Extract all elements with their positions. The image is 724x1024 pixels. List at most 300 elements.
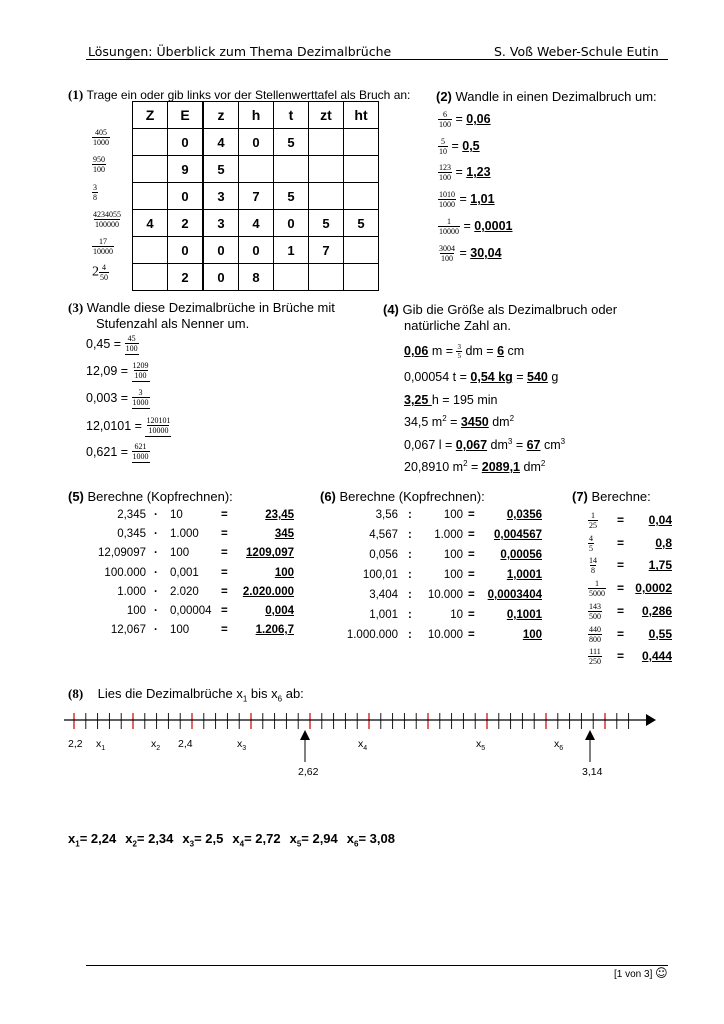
table-cell: 0 — [168, 237, 204, 264]
equals: = — [468, 589, 475, 601]
result: 23,45 — [265, 509, 294, 521]
whole-part: 2 — [92, 264, 99, 280]
header-left: Lösungen: Überblick zum Thema Dezimalbrüche — [88, 44, 392, 59]
value: = 3,08 — [358, 831, 395, 846]
smiley-icon: ☺ — [655, 966, 668, 980]
denominator: 100 — [439, 173, 451, 182]
number-line-ticks — [74, 713, 629, 729]
equals: = — [617, 581, 625, 596]
numerator: 3004 — [439, 244, 455, 253]
operand-a: 100.000 — [104, 566, 146, 579]
task2-item — [438, 163, 491, 182]
operand-a: 4,567 — [369, 529, 398, 541]
result: 0,8 — [655, 535, 672, 550]
table-cell — [309, 129, 344, 156]
operand-a: 1.000 — [117, 585, 146, 598]
numerator: 405 — [95, 128, 107, 137]
result: 0,444 — [641, 649, 672, 664]
result: 0,0356 — [506, 509, 542, 521]
var: x — [289, 831, 297, 846]
denominator: 800 — [589, 634, 601, 644]
answer-x1 — [68, 831, 117, 849]
task3-item — [86, 442, 150, 463]
task2-item — [438, 110, 491, 129]
table-row — [133, 264, 379, 291]
numerator: 14 — [589, 556, 597, 566]
column-header-ht: ht — [344, 102, 379, 129]
table-cell — [344, 237, 379, 264]
operator: · — [154, 605, 158, 617]
result: 0,0003404 — [487, 589, 542, 601]
denominator: 100 — [441, 254, 453, 263]
value: = 2,34 — [136, 831, 174, 846]
table-cell: 1 — [274, 237, 309, 264]
column-header-t: t — [274, 102, 309, 129]
task2-item — [438, 244, 502, 263]
equals: = — [617, 513, 625, 527]
nl-label-3-14: 3,14 — [582, 766, 603, 778]
task3-heading: (3) Wandle diese Dezimalbrüche in Brüche mit — [68, 300, 335, 315]
footer-page: [1 von 3] ☺ — [614, 966, 668, 980]
fraction — [588, 534, 594, 553]
operator: : — [408, 589, 412, 601]
lhs: 0,621 = — [86, 444, 132, 459]
fraction — [438, 244, 456, 263]
result: 1209,097 — [246, 547, 294, 560]
task7-heading: (7) Berechne: — [572, 489, 651, 504]
task3-item — [86, 416, 171, 437]
result: 1,23 — [466, 164, 491, 179]
table-cell: 7 — [309, 237, 344, 264]
nl-label-x2: $x_2$ — [151, 738, 161, 753]
numerator: 1010 — [439, 190, 455, 199]
value: = 2,5 — [194, 831, 224, 846]
row-fraction-label — [92, 263, 109, 282]
equals: = — [617, 649, 625, 664]
var: x — [125, 831, 133, 846]
equals: = — [468, 609, 475, 621]
denominator: 8 — [591, 566, 595, 576]
row-fraction-label — [92, 128, 110, 147]
table-cell — [133, 237, 168, 264]
operand-b: 2.020 — [170, 585, 199, 598]
table-cell — [274, 264, 309, 291]
denominator: 250 — [589, 657, 601, 667]
result: 30,04 — [470, 245, 502, 260]
table-cell — [309, 156, 344, 183]
header-right: S. Voß Weber-Schule Eutin — [494, 44, 659, 59]
table-row — [133, 183, 379, 210]
task4-line4: 34,5 $m^2 = 3450$ $dm^2$ — [404, 414, 515, 430]
nl-label-x6: $x_6$ — [554, 738, 564, 753]
operand-a: 100,01 — [362, 569, 398, 581]
denominator: 1000 — [93, 138, 109, 147]
fraction — [92, 128, 110, 147]
task6-heading: (6) Berechne (Kopfrechnen): — [320, 489, 485, 504]
operand-b: 100 — [443, 509, 463, 521]
column-header-zt: zt — [309, 102, 344, 129]
denominator: 10 — [439, 147, 447, 156]
result: 100 — [522, 629, 542, 641]
nl-label-x4: $x_4$ — [358, 738, 368, 753]
answer-x6 — [346, 831, 395, 849]
fraction — [438, 190, 456, 209]
column-header-z: z — [203, 102, 239, 129]
result: 0,286 — [641, 603, 672, 618]
lhs: 0,003 = — [86, 390, 132, 405]
operand-b: 1.000 — [170, 528, 199, 541]
operand-a: 3,404 — [369, 589, 398, 601]
column-header-E: E — [168, 102, 204, 129]
arrow-2-62-head — [300, 730, 310, 740]
task8-answers — [68, 831, 404, 849]
task2-item — [438, 190, 495, 209]
task5-heading: (5) Berechne (Kopfrechnen): — [68, 489, 233, 504]
var: x — [68, 831, 76, 846]
equals: = — [617, 603, 625, 618]
table-cell — [133, 129, 168, 156]
task7-fraction — [588, 602, 602, 621]
fraction — [92, 155, 106, 174]
numerator: 6 — [443, 110, 447, 119]
fraction — [125, 334, 139, 355]
arrow-3-14-head — [585, 730, 595, 740]
task4-line2: 0,00054 t = 0,54 kg = 540 g — [404, 370, 559, 384]
footer-divider — [86, 965, 668, 966]
table-cell — [309, 264, 344, 291]
var: x — [346, 831, 355, 846]
numerator: 120101 — [146, 416, 171, 425]
operand-b: 10 — [170, 509, 183, 521]
operand-a: 0,345 — [117, 528, 146, 541]
operator: : — [408, 529, 412, 541]
task3-item — [86, 361, 150, 382]
numerator: 45 — [127, 334, 136, 343]
task1-heading: (1) Trage ein oder gib links vor der Stellenwerttafel als Bruch an: — [68, 87, 411, 102]
operand-b: 0,00004 — [170, 605, 212, 617]
task2-item — [438, 137, 480, 156]
denominator: 500 — [589, 611, 601, 621]
operand-a: 100 — [126, 605, 146, 617]
numerator: 5 — [441, 137, 445, 146]
operand-a: 2,345 — [117, 509, 146, 521]
operand-a: 1,001 — [369, 609, 398, 621]
answer-x5 — [289, 831, 338, 849]
table-cell — [344, 156, 379, 183]
row-fraction-label — [92, 210, 122, 229]
result: 1.206,7 — [255, 624, 294, 637]
task2-heading: (2) Wandle in einen Dezimalbruch um: — [436, 89, 657, 104]
result: 1,75 — [648, 558, 672, 573]
numerator: 123 — [439, 163, 451, 172]
denominator: 100 — [439, 120, 451, 129]
result: 0,004 — [265, 605, 294, 617]
table-row — [133, 129, 379, 156]
table-cell — [133, 183, 168, 210]
table-cell: 5 — [309, 210, 344, 237]
fraction — [588, 511, 598, 530]
equals: = — [617, 535, 625, 550]
numerator: 4234055 — [93, 210, 121, 219]
numerator: 3 — [93, 183, 97, 192]
row-fraction-label — [92, 155, 106, 174]
task4-heading: (4) Gib die Größe als Dezimalbruch oder — [383, 302, 618, 317]
table-cell — [344, 183, 379, 210]
denominator: 100000 — [95, 220, 119, 229]
equals: = — [221, 509, 228, 521]
lhs: 12,0101 = — [86, 418, 146, 433]
result: 0,06 — [466, 111, 491, 126]
fraction — [145, 416, 171, 437]
subscript: 2 — [132, 839, 137, 849]
numerator: 4 — [102, 263, 106, 272]
subscript: 6 — [354, 839, 359, 849]
operator: : — [408, 549, 412, 561]
table-cell: 2 — [168, 210, 204, 237]
operand-b: 0,001 — [170, 566, 199, 579]
table-cell — [133, 264, 168, 291]
numerator: 17 — [99, 237, 107, 246]
table-cell: 0 — [239, 237, 274, 264]
table-row — [133, 237, 379, 264]
table-cell: 0 — [274, 210, 309, 237]
denominator: 1000 — [132, 452, 149, 461]
operator: : — [408, 609, 412, 621]
result: 345 — [274, 528, 294, 541]
var: x — [232, 831, 240, 846]
equals: = — [460, 218, 475, 233]
operator: : — [408, 509, 412, 521]
task3-heading-line2: Stufenzahl als Nenner um. — [96, 316, 250, 331]
equals: = — [617, 558, 625, 573]
result: 1,0001 — [506, 569, 542, 581]
fraction — [588, 556, 598, 575]
numerator: 1 — [591, 511, 595, 520]
denominator: 50 — [100, 273, 108, 282]
denominator: 100 — [93, 165, 105, 174]
operand-a: 12,09097 — [98, 547, 146, 560]
nl-label-x3: $x_3$ — [237, 738, 247, 753]
task4-line6: 20,8910 $m^2 = 2089,1$ $dm^2$ — [404, 459, 546, 475]
row-fraction-label — [92, 183, 98, 202]
subscript: 4 — [239, 839, 245, 849]
nl-label-start: 2,2 — [68, 738, 83, 750]
operator: · — [154, 624, 158, 637]
denominator: 5 — [589, 543, 593, 553]
var: x — [182, 831, 190, 846]
table-cell: 4 — [133, 210, 168, 237]
table-cell: 0 — [239, 129, 274, 156]
column-header-Z: Z — [133, 102, 168, 129]
task4-line1: 0,06 m = $\frac{3}{5}$ dm = 6 cm — [404, 343, 525, 360]
task8-heading: (8) Lies die Dezimalbrüche $x_1$ bis $x_6$ ab: — [68, 686, 304, 704]
numerator: 950 — [93, 155, 105, 164]
numerator: 111 — [589, 647, 601, 657]
denominator: 5000 — [589, 589, 605, 599]
fraction — [588, 579, 606, 598]
operand-a: 0,056 — [369, 549, 398, 561]
answer-x3 — [182, 831, 224, 849]
equals: = — [221, 605, 228, 617]
operand-b: 100 — [443, 569, 463, 581]
table-cell: 3 — [203, 183, 239, 210]
table-cell — [239, 156, 274, 183]
task3-item — [86, 388, 150, 409]
equals: = — [221, 528, 228, 541]
table-cell — [133, 156, 168, 183]
numerator: 4 — [589, 533, 593, 543]
numerator: 3 — [138, 388, 143, 397]
equals: = — [221, 624, 228, 637]
numerator: 1209 — [132, 361, 149, 370]
result: 0,55 — [648, 626, 672, 641]
result: 0,0002 — [635, 581, 672, 596]
task7-fraction — [588, 556, 598, 575]
table-cell: 0 — [168, 183, 204, 210]
table-cell: 3 — [203, 210, 239, 237]
operator: · — [154, 528, 158, 541]
operand-b: 100 — [170, 547, 190, 560]
denominator: 10000 — [439, 227, 459, 236]
denominator: 25 — [589, 521, 597, 530]
operand-b: 10 — [450, 609, 463, 621]
table-cell: 2 — [168, 264, 204, 291]
numerator: 1 — [595, 579, 599, 589]
task4-line3: 3,25 h = 195 min — [404, 393, 498, 407]
fraction — [132, 442, 150, 463]
operand-b: 10.000 — [427, 629, 463, 641]
fraction — [438, 217, 460, 236]
operator: · — [154, 566, 158, 579]
task7-fraction — [588, 579, 606, 598]
equals: = — [221, 585, 228, 598]
number-line-arrowhead — [646, 714, 656, 726]
operator: : — [408, 569, 412, 581]
task2-item — [438, 217, 512, 236]
denominator: 10000 — [93, 247, 113, 256]
task7-fraction — [588, 511, 598, 530]
table-cell: 5 — [344, 210, 379, 237]
table-cell: 9 — [168, 156, 204, 183]
equals: = — [468, 569, 475, 581]
equals: = — [221, 547, 228, 560]
task7-fraction — [588, 647, 602, 666]
denominator: 8 — [93, 193, 97, 202]
table-cell — [344, 129, 379, 156]
equals: = — [221, 566, 228, 579]
table-cell: 4 — [203, 129, 239, 156]
header-divider — [86, 59, 668, 60]
column-header-h: h — [239, 102, 274, 129]
equals: = — [456, 245, 471, 260]
subscript: 1 — [75, 839, 80, 849]
result: 100 — [274, 566, 294, 579]
fraction — [588, 625, 602, 644]
numerator: 143 — [589, 601, 601, 611]
table-cell — [309, 183, 344, 210]
equals: = — [468, 549, 475, 561]
result: 0,5 — [462, 138, 480, 153]
task7-fraction — [588, 534, 594, 553]
result: 0,1001 — [506, 609, 542, 621]
table-row — [133, 156, 379, 183]
task3-item — [86, 334, 139, 355]
operand-a: 3,56 — [375, 509, 398, 521]
answer-x4 — [232, 831, 281, 849]
place-value-table — [132, 101, 379, 291]
table-cell: 8 — [239, 264, 274, 291]
table-cell: 5 — [203, 156, 239, 183]
equals: = — [468, 509, 475, 521]
fraction — [132, 361, 150, 382]
denominator: 1000 — [439, 200, 455, 209]
answer-x2 — [125, 831, 174, 849]
value: = 2,72 — [244, 831, 281, 846]
value: = 2,94 — [301, 831, 338, 846]
fraction — [588, 647, 602, 666]
lhs: 0,45 = — [86, 336, 125, 351]
nl-label-2-62: 2,62 — [298, 766, 319, 778]
operator: · — [154, 509, 158, 521]
table-cell: 7 — [239, 183, 274, 210]
numerator: 440 — [589, 624, 601, 634]
equals: = — [452, 111, 467, 126]
result: 0,004567 — [494, 529, 542, 541]
fraction — [438, 163, 452, 182]
operand-b: 100 — [443, 549, 463, 561]
fraction — [588, 602, 602, 621]
fraction — [92, 183, 98, 202]
equals: = — [452, 164, 467, 179]
numerator: 1 — [447, 217, 451, 226]
fraction — [92, 210, 122, 229]
value: = 2,24 — [79, 831, 117, 846]
operand-b: 1.000 — [434, 529, 463, 541]
row-fraction-label — [92, 237, 114, 256]
denominator: 100 — [134, 371, 147, 380]
table-cell — [344, 264, 379, 291]
operator: · — [154, 547, 158, 560]
operand-a: 1.000.000 — [346, 629, 398, 641]
operator: · — [154, 585, 158, 598]
fraction — [99, 263, 109, 282]
table-cell: 4 — [239, 210, 274, 237]
numerator: 621 — [134, 442, 147, 451]
fraction — [92, 237, 114, 256]
operand-b: 100 — [170, 624, 190, 637]
denominator: 1000 — [132, 398, 149, 407]
equals: = — [448, 138, 463, 153]
operand-a: 12,067 — [110, 624, 146, 637]
table-cell: 0 — [203, 237, 239, 264]
table-cell: 0 — [168, 129, 204, 156]
nl-label-x5: $x_5$ — [476, 738, 486, 753]
denominator: 10000 — [148, 426, 169, 435]
table-cell — [274, 156, 309, 183]
task4-line5: 0,067 l = 0,067 $dm^3 = 67$ $cm^3$ — [404, 437, 566, 453]
denominator: 100 — [125, 344, 138, 353]
operand-b: 10.000 — [427, 589, 463, 601]
equals: = — [617, 626, 625, 641]
result: 1,01 — [470, 191, 495, 206]
operator: : — [408, 629, 412, 641]
table-cell: 5 — [274, 129, 309, 156]
subscript: 3 — [189, 839, 195, 849]
equals: = — [468, 529, 475, 541]
table-row — [133, 210, 379, 237]
result: 2.020.000 — [242, 585, 294, 598]
fraction — [438, 137, 448, 156]
